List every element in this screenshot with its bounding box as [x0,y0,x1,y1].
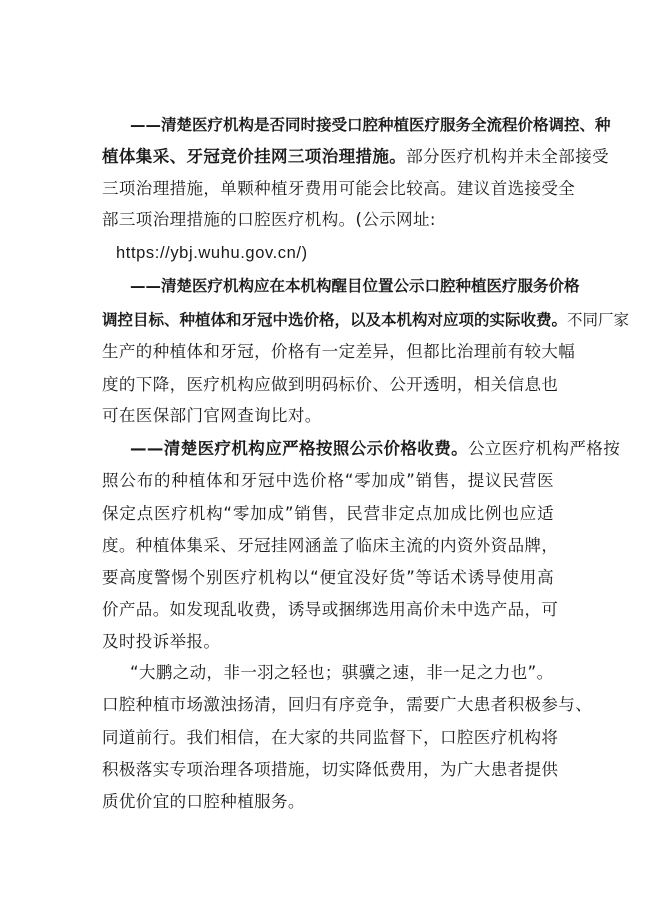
para3-line7: 及时投诉举报。 [102,632,221,651]
para4-line2: 口腔种植市场激浊扬清，回归有序竞争，需要广大患者积极参与、 [102,695,593,714]
para1-line2 [102,146,610,168]
para2-line5: 可在医保部门官网查询比对。 [102,406,322,425]
para2-line1: ——清楚医疗机构应在本机构醒目位置公示口腔种植医疗服务价格 [130,277,580,295]
para3-line3: 保定点医疗机构“零加成”销售，民营非定点加成比例也应适 [102,504,554,523]
para4-line5: 质优价宜的口腔种植服务。 [102,792,305,811]
para2-line3: 生产的种植体和牙冠，价格有一定差异，但都比治理前有较大幅 [102,342,576,361]
para4-line4: 积极落实专项治理各项措施，切实降低费用，为广大患者提供 [102,760,559,779]
para1-line3: 三项治理措施，单颗种植牙费用可能会比较高。建议首选接受全 [102,179,576,198]
para2-line2 [102,309,630,331]
para3-line4: 度。种植体集采、牙冠挂网涵盖了临床主流的内资外资品牌， [102,536,559,555]
para1-line1: ——清楚医疗机构是否同时接受口腔种植医疗服务全流程价格调控、种 [130,116,611,134]
para4-line3: 同道前行。我们相信，在大家的共同监督下，口腔医疗机构将 [102,728,559,747]
para3-line5: 要高度警惕个别医疗机构以“便宜没好货”等话术诱导使用高 [102,568,554,587]
para2-line2-bold: 调控目标、种植体和牙冠中选价格，以及本机构对应项的实际收费。 [102,311,568,329]
para3-line1 [130,438,621,460]
para3-line6: 价产品。如发现乱收费，诱导或捆绑选用高价未中选产品，可 [102,600,559,619]
para3-line1-rest: 公立医疗机构严格按 [468,439,621,458]
para3-line2: 照公布的种植体和牙冠中选价格“零加成”销售，提议民营医 [102,471,554,490]
para3-line1-bold: ——清楚医疗机构应严格按照公示价格收费。 [130,439,468,458]
para1-line2-bold: 植体集采、牙冠竞价挂网三项治理措施。 [102,147,407,166]
notice-url: https://ybj.wuhu.gov.cn/) [116,244,308,262]
para4-line1: “大鹏之动，非一羽之轻也；骐骥之速，非一足之力也”。 [130,663,554,682]
para1-line2-rest: 部分医疗机构并未全部接受 [406,147,610,166]
para1-line4: 部三项治理措施的口腔医疗机构。(公示网址: [102,210,436,229]
para2-line2-rest: 不同厂家 [567,311,630,329]
para2-line4: 度的下降，医疗机构应做到明码标价、公开透明，相关信息也 [102,375,559,394]
